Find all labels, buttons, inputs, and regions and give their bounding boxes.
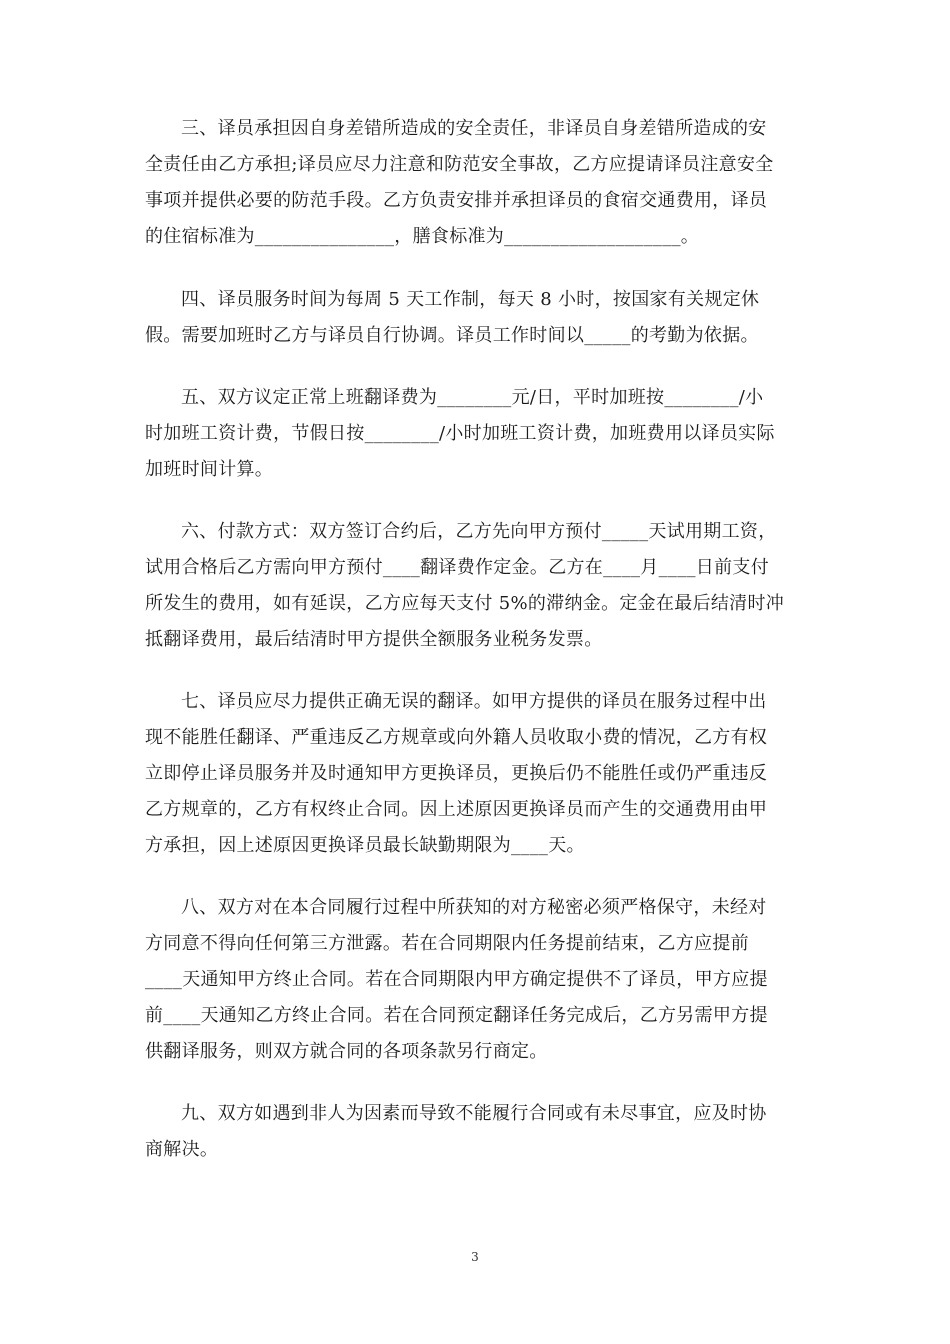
page-number: 3 [471,1250,479,1264]
paragraph-line: 四、译员服务时间为每周 5 天工作制，每天 8 小时，按国家有关规定休 [181,289,760,310]
paragraph-line: 现不能胜任翻译、严重违反乙方规章或向外籍人员收取小费的情况，乙方有权 [145,727,768,748]
paragraph-line: 假。需要加班时乙方与译员自行协调。译员工作时间以_____的考勤为依据。 [145,325,759,346]
paragraph-line: 方同意不得向任何第三方泄露。若在合同期限内任务提前结束，乙方应提前 [145,933,749,954]
paragraph-line: 时加班工资计费，节假日按________/小时加班工资计费，加班费用以译员实际 [145,423,775,444]
paragraph-line: 所发生的费用，如有延误，乙方应每天支付 5%的滞纳金。定金在最后结清时冲 [145,593,785,614]
paragraph-line: 七、译员应尽力提供正确无误的翻译。如甲方提供的译员在服务过程中出 [181,691,767,712]
paragraph-line: 商解决。 [145,1139,219,1160]
paragraph-line: 试用合格后乙方需向甲方预付____翻译费作定金。乙方在____月____日前支付 [145,557,769,578]
paragraph-line: 八、双方对在本合同履行过程中所获知的对方秘密必须严格保守，未经对 [181,897,767,918]
paragraph-line: 乙方规章的，乙方有权终止合同。因上述原因更换译员而产生的交通费用由甲 [145,799,768,820]
paragraph-line: 六、付款方式：双方签订合约后，乙方先向甲方预付_____天试用期工资， [181,521,777,542]
paragraph-line: ____天通知甲方终止合同。若在合同期限内甲方确定提供不了译员，甲方应提 [145,969,768,990]
paragraph-line: 五、双方议定正常上班翻译费为________元/日，平时加班按________/小 [181,387,764,408]
paragraph-line: 方承担，因上述原因更换译员最长缺勤期限为____天。 [145,835,585,856]
paragraph-line: 前____天通知乙方终止合同。若在合同预定翻译任务完成后，乙方另需甲方提 [145,1005,768,1026]
paragraph-line: 事项并提供必要的防范手段。乙方负责安排并承担译员的食宿交通费用，译员 [145,190,768,211]
paragraph-line: 抵翻译费用，最后结清时甲方提供全额服务业税务发票。 [145,629,603,650]
paragraph-line: 九、双方如遇到非人为因素而导致不能履行合同或有未尽事宜，应及时协 [181,1103,767,1124]
paragraph-line: 立即停止译员服务并及时通知甲方更换译员，更换后仍不能胜任或仍严重违反 [145,763,768,784]
paragraph-line: 全责任由乙方承担;译员应尽力注意和防范安全事故，乙方应提请译员注意安全 [145,154,774,175]
paragraph-line: 的住宿标准为_______________，膳食标准为___________________。 [145,226,700,247]
paragraph-line: 供翻译服务，则双方就合同的各项条款另行商定。 [145,1041,548,1062]
paragraph-line: 加班时间计算。 [145,459,274,480]
paragraph-line: 三、译员承担因自身差错所造成的安全责任，非译员自身差错所造成的安 [181,118,767,139]
